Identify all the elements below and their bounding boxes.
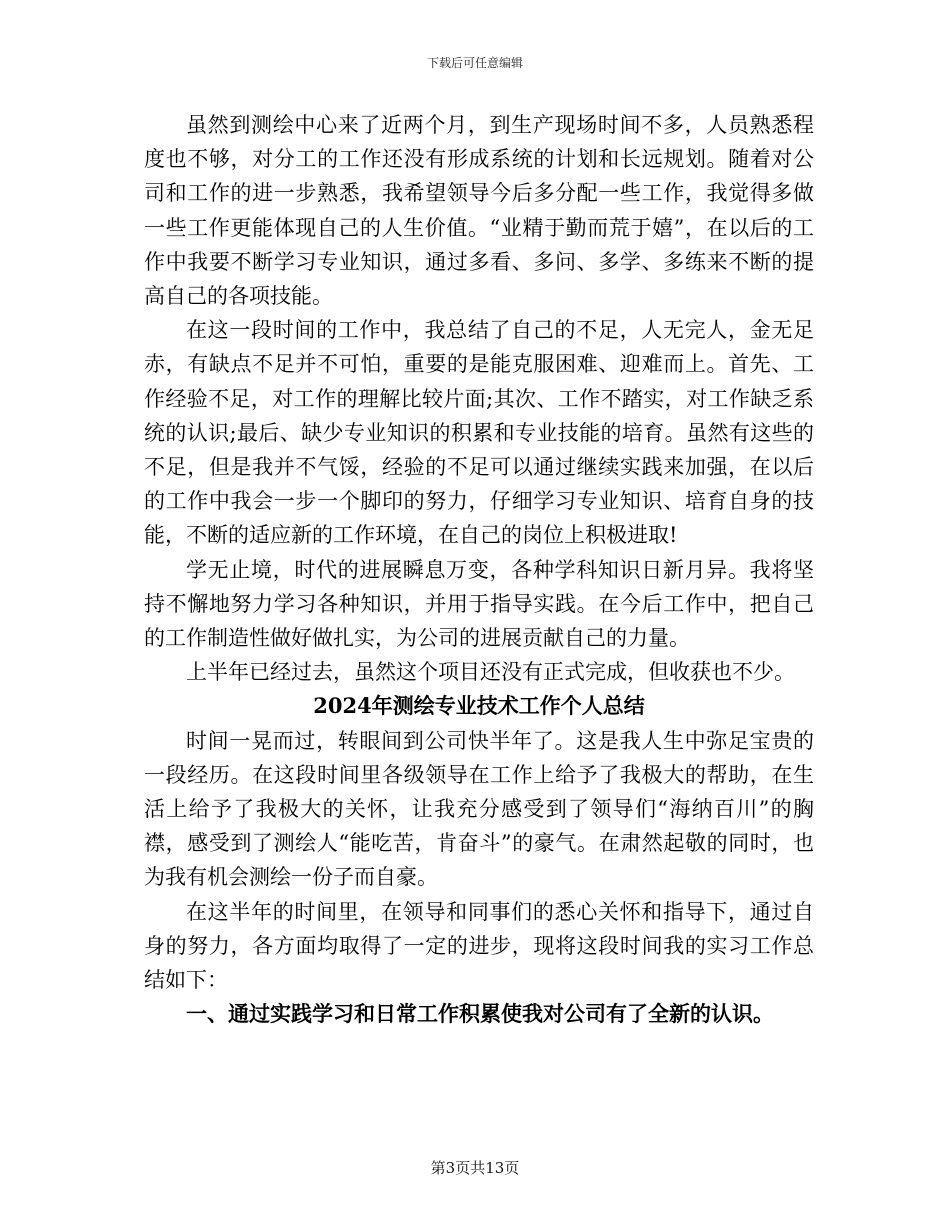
document-title: 2024年测绘专业技术工作个人总结 xyxy=(313,693,645,719)
paragraph-1: 虽然到测绘中心来了近两个月，到生产现场时间不多，人员熟悉程度也不够，对分工的工作还没有形成系统的计划和长远规划。随着对公司和工作的进一步熟悉，我希望领导今后多分配一些工作，我觉得多做一些工作更能体现自己的人生价值。“业精于勤而荒于嬉”，在以后的工作中我要不断学习专业知识，通过多看、多问、多学、多练来不断的提高自己的各项技能。 xyxy=(144,113,814,309)
document-body xyxy=(144,108,814,1031)
paragraph-4: 上半年已经过去，虽然这个项目还没有正式完成，但收获也不少。 xyxy=(186,660,795,685)
page-number: 第3页共13页 xyxy=(430,1159,520,1177)
section-heading-1: 一、通过实践学习和日常工作积累使我对公司有了全新的认识。 xyxy=(186,1001,774,1027)
paragraph-6: 在这半年的时间里，在领导和同事们的悉心关怀和指导下，通过自身的努力，各方面均取得了一定的进步，现将这段时间我的实习工作总结如下： xyxy=(144,899,814,993)
header-note: 下载后可任意编辑 xyxy=(426,56,523,70)
paragraph-5: 时间一晃而过，转眼间到公司快半年了。这是我人生中弥足宝贵的一段经历。在这段时间里各级领导在工作上给予了我极大的帮助，在生活上给予了我极大的关怀，让我充分感受到了领导们“海纳百川”的胸襟，感受到了测绘人“能吃苦，肯奋斗”的豪气。在肃然起敬的同时，也为我有机会测绘一份子而自豪。 xyxy=(144,728,814,890)
paragraph-3: 学无止境，时代的进展瞬息万变，各种学科知识日新月异。我将坚持不懈地努力学习各种知识，并用于指导实践。在今后工作中，把自己的工作制造性做好做扎实，为公司的进展贡献自己的力量。 xyxy=(144,557,814,651)
paragraph-2: 在这一段时间的工作中，我总结了自己的不足，人无完人，金无足赤，有缺点不足并不可怕，重要的是能克服困难、迎难而上。首先、工作经验不足，对工作的理解比较片面;其次、工作不踏实，对工作缺乏系统的认识;最后、缺少专业知识的积累和专业技能的培育。虽然有这些的不足，但是我并不气馁，经验的不足可以通过继续实践来加强，在以后的工作中我会一步一个脚印的努力，仔细学习专业知识、培育自身的技能，不断的适应新的工作环境，在自己的岗位上积极进取! xyxy=(144,318,814,548)
